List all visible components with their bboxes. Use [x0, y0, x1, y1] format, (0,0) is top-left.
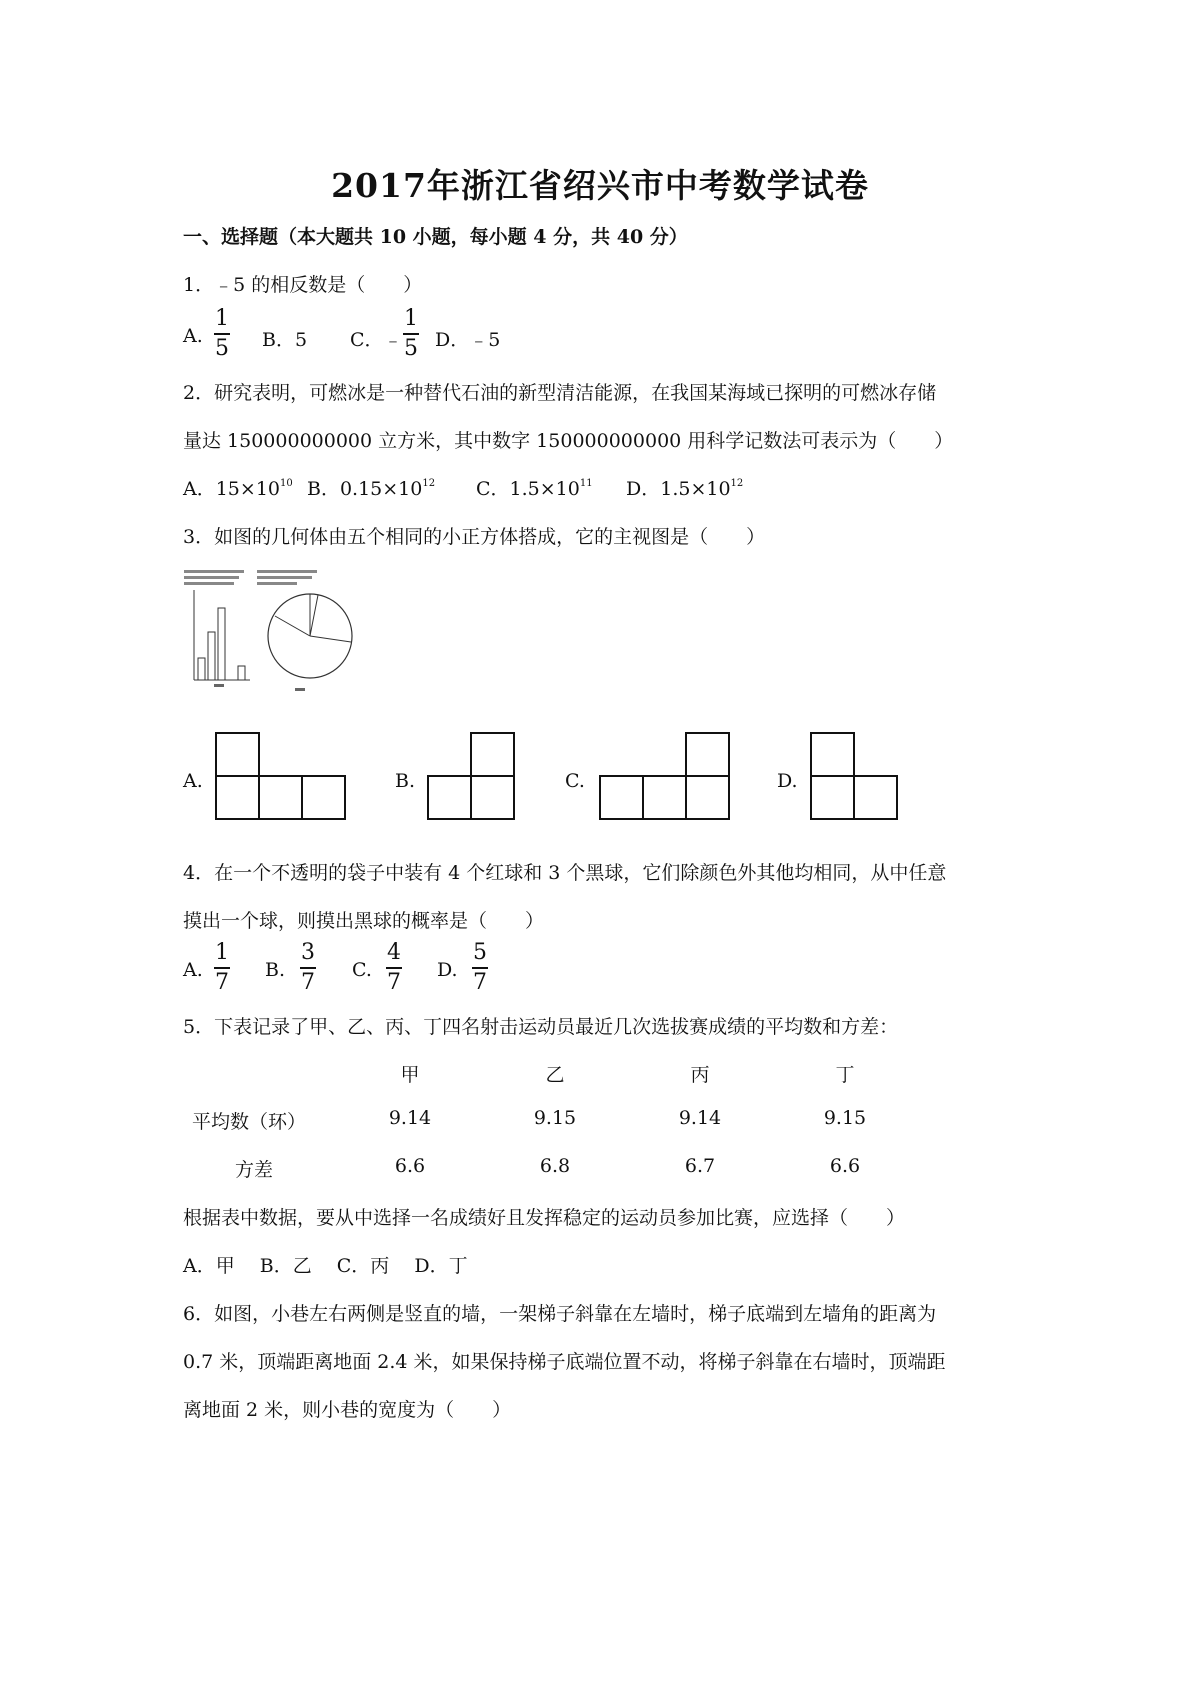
q4-option-d-label: D. [437, 959, 458, 981]
q2-line1: 2．研究表明，可燃冰是一种替代石油的新型清洁能源，在我国某海域已探明的可燃冰存储 [183, 382, 937, 404]
q6-line2: 0.7 米，顶端距离地面 2.4 米，如果保持梯子底端位置不动，将梯子斜靠在右墙时，顶端距 [183, 1351, 946, 1373]
q4-option-b-fraction [300, 942, 316, 994]
q1-stem: 1．﹣5 的相反数是（ ） [183, 274, 423, 296]
q3-option-c-label: C. [565, 770, 585, 792]
table-cell: 9.15 [823, 1107, 867, 1129]
table-cell: 6.7 [684, 1155, 716, 1177]
table-header: 丁 [835, 1064, 855, 1086]
q2-line2: 量达 150000000000 立方米，其中数字 150000000000 用科学记数法可表示为（ ） [183, 430, 954, 452]
table-header: 丙 [690, 1064, 710, 1086]
q6-line1: 6．如图，小巷左右两侧是竖直的墙，一架梯子斜靠在左墙时，梯子底端到左墙角的距离为 [183, 1303, 937, 1325]
table-row-label: 平均数（环） [192, 1111, 307, 1133]
section-heading: 一、选择题（本大题共 10 小题，每小题 4 分，共 40 分） [183, 226, 688, 248]
table-row-label: 方差 [235, 1159, 274, 1181]
q1-option-b: B．5 [262, 329, 308, 351]
numerator: 5 [473, 940, 487, 965]
q2-option-b: B．$0.15\times 10^{12}$ [307, 478, 436, 500]
denominator: 5 [404, 336, 418, 361]
table-header: 乙 [545, 1064, 565, 1086]
q4-option-c-label: C. [352, 959, 372, 981]
table-cell: 9.15 [533, 1107, 577, 1129]
q4-option-a-fraction [214, 942, 230, 994]
q4-line2: 摸出一个球，则摸出黑球的概率是（ ） [183, 910, 545, 932]
table-cell: 6.6 [829, 1155, 861, 1177]
q3-option-c-figure [598, 731, 734, 821]
q1-option-c-label: C．﹣ [350, 329, 403, 351]
embedded-figure-pie-chart [255, 568, 365, 698]
q2-option-d: D．$1.5\times 10^{12}$ [626, 478, 744, 500]
q1-option-c-fraction [403, 308, 419, 360]
numerator: 1 [404, 306, 418, 331]
q3-option-d-figure [809, 731, 903, 821]
denominator: 7 [215, 970, 229, 995]
table-cell: 9.14 [678, 1107, 722, 1129]
q1-option-a-label: A. [183, 325, 203, 347]
exponent: 10 [280, 478, 293, 489]
exponent: 12 [422, 478, 436, 489]
table-cell: 9.14 [388, 1107, 432, 1129]
denominator: 7 [301, 970, 315, 995]
q3-option-b-label: B. [395, 770, 416, 792]
numerator: 4 [387, 940, 401, 965]
q1-option-d: D．﹣5 [435, 329, 501, 351]
page-title: 2017年浙江省绍兴市中考数学试卷 [331, 166, 869, 205]
denominator: 7 [473, 970, 487, 995]
exponent: 12 [730, 478, 744, 489]
q4-line1: 4．在一个不透明的袋子中装有 4 个红球和 3 个黑球，它们除颜色外其他均相同，从中任意 [183, 862, 947, 884]
q4-option-a-label: A. [183, 959, 203, 981]
q4-option-b-label: B. [265, 959, 286, 981]
q3-option-a-figure [214, 731, 350, 821]
numerator: 3 [301, 940, 315, 965]
q4-option-d-fraction [472, 942, 488, 994]
table-header: 甲 [400, 1064, 420, 1086]
q6-line3: 离地面 2 米，则小巷的宽度为（ ） [183, 1399, 512, 1421]
q2-option-a: A．$15\times 10^{10}$ [183, 478, 293, 500]
q3-option-b-figure [426, 731, 520, 821]
q4-option-c-fraction [386, 942, 402, 994]
q5-stem: 5．下表记录了甲、乙、丙、丁四名射击运动员最近几次选拔赛成绩的平均数和方差： [183, 1016, 899, 1038]
numerator: 1 [215, 940, 229, 965]
exponent: 11 [579, 478, 593, 489]
q5-after-text: 根据表中数据，要从中选择一名成绩好且发挥稳定的运动员参加比赛，应选择（ ） [183, 1207, 906, 1229]
q3-option-d-label: D. [777, 770, 798, 792]
denominator: 5 [215, 336, 229, 361]
q2-option-c: C．$1.5\times 10^{11}$ [476, 478, 593, 500]
q3-stem: 3．如图的几何体由五个相同的小正方体搭成，它的主视图是（ ） [183, 526, 766, 548]
q5-options: A．甲 B．乙 C．丙 D．丁 [183, 1255, 468, 1277]
table-cell: 6.8 [539, 1155, 571, 1177]
denominator: 7 [387, 970, 401, 995]
q3-option-a-label: A. [183, 770, 203, 792]
table-cell: 6.6 [394, 1155, 426, 1177]
numerator: 1 [215, 306, 229, 331]
q1-option-a-fraction [214, 308, 230, 360]
